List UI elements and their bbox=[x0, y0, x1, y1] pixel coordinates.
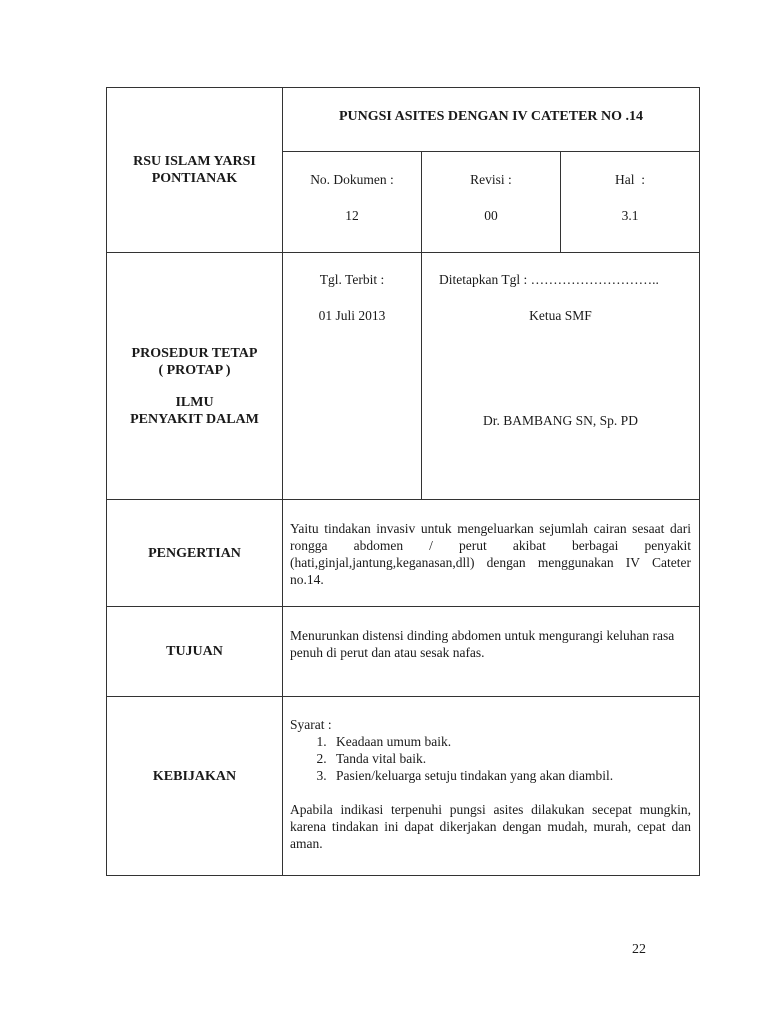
protap-table bbox=[106, 87, 700, 876]
ditetapkan-cell bbox=[422, 253, 699, 499]
protap-label bbox=[107, 253, 282, 499]
tujuan-text: Menurunkan distensi dinding abdomen untuk mengurangi keluhan rasa penuh di perut dan atau sesak nafas. bbox=[290, 628, 675, 660]
list-item: 1. Keadaan umum baik. bbox=[330, 733, 691, 750]
hal-value: 3.1 bbox=[621, 208, 639, 223]
pengertian-label: PENGERTIAN bbox=[148, 545, 241, 561]
hal-label: Hal : bbox=[615, 172, 645, 187]
syarat-label: Syarat : bbox=[290, 717, 332, 732]
title-text: PUNGSI ASITES DENGAN IV CATETER NO .14 bbox=[338, 109, 644, 124]
tgl-terbit-value: 01 Juli 2013 bbox=[318, 308, 386, 323]
institution-line1: RSU ISLAM YARSI bbox=[133, 154, 256, 169]
list-item: 3. Pasien/keluarga setuju tindakan yang akan diambil. bbox=[330, 767, 691, 784]
dokumen-label: No. Dokumen : bbox=[310, 172, 394, 187]
protap-line1: PROSEDUR TETAP bbox=[131, 346, 258, 361]
page-number: 22 bbox=[632, 942, 646, 957]
hal-cell bbox=[561, 152, 699, 252]
protap-line4: PENYAKIT DALAM bbox=[130, 412, 259, 427]
ketua-smf: Ketua SMF bbox=[529, 308, 592, 323]
pengertian-text: Yaitu tindakan invasiv untuk mengeluarkan sejumlah cairan sesaat dari rongga abdomen / perut akibat berbagai penyakit (hati,ginjal,jantung,keganasan,dll) dengan menggunakan IV Cateter no.14. bbox=[290, 521, 691, 587]
tgl-terbit-cell bbox=[283, 253, 421, 499]
tgl-terbit-label: Tgl. Terbit : bbox=[319, 272, 385, 287]
list-item: 2. Tanda vital baik. bbox=[330, 750, 691, 767]
kebijakan-text bbox=[283, 697, 699, 875]
revisi-cell bbox=[422, 152, 560, 252]
institution-line2: PONTIANAK bbox=[151, 171, 238, 186]
syarat-list bbox=[290, 733, 691, 784]
ditetapkan-label: Ditetapkan Tgl : ……………………….. bbox=[439, 272, 659, 287]
dokumen-value: 12 bbox=[345, 208, 359, 223]
kebijakan-label: KEBIJAKAN bbox=[152, 768, 237, 784]
dokumen-cell bbox=[283, 152, 421, 252]
kebijakan-paragraph: Apabila indikasi terpenuhi pungsi asites dilakukan secepat mungkin, karena tindakan ini dapat dikerjakan dengan mudah, murah, cepat dan aman. bbox=[290, 802, 691, 851]
revisi-value: 00 bbox=[484, 208, 498, 223]
doctor-name: Dr. BAMBANG SN, Sp. PD bbox=[483, 413, 638, 428]
protap-line2: ( PROTAP ) bbox=[158, 363, 231, 378]
protap-line3: ILMU bbox=[175, 395, 214, 410]
institution-name bbox=[107, 88, 282, 252]
tujuan-label: TUJUAN bbox=[166, 644, 223, 659]
revisi-label: Revisi : bbox=[470, 172, 512, 187]
document-title bbox=[283, 88, 699, 151]
